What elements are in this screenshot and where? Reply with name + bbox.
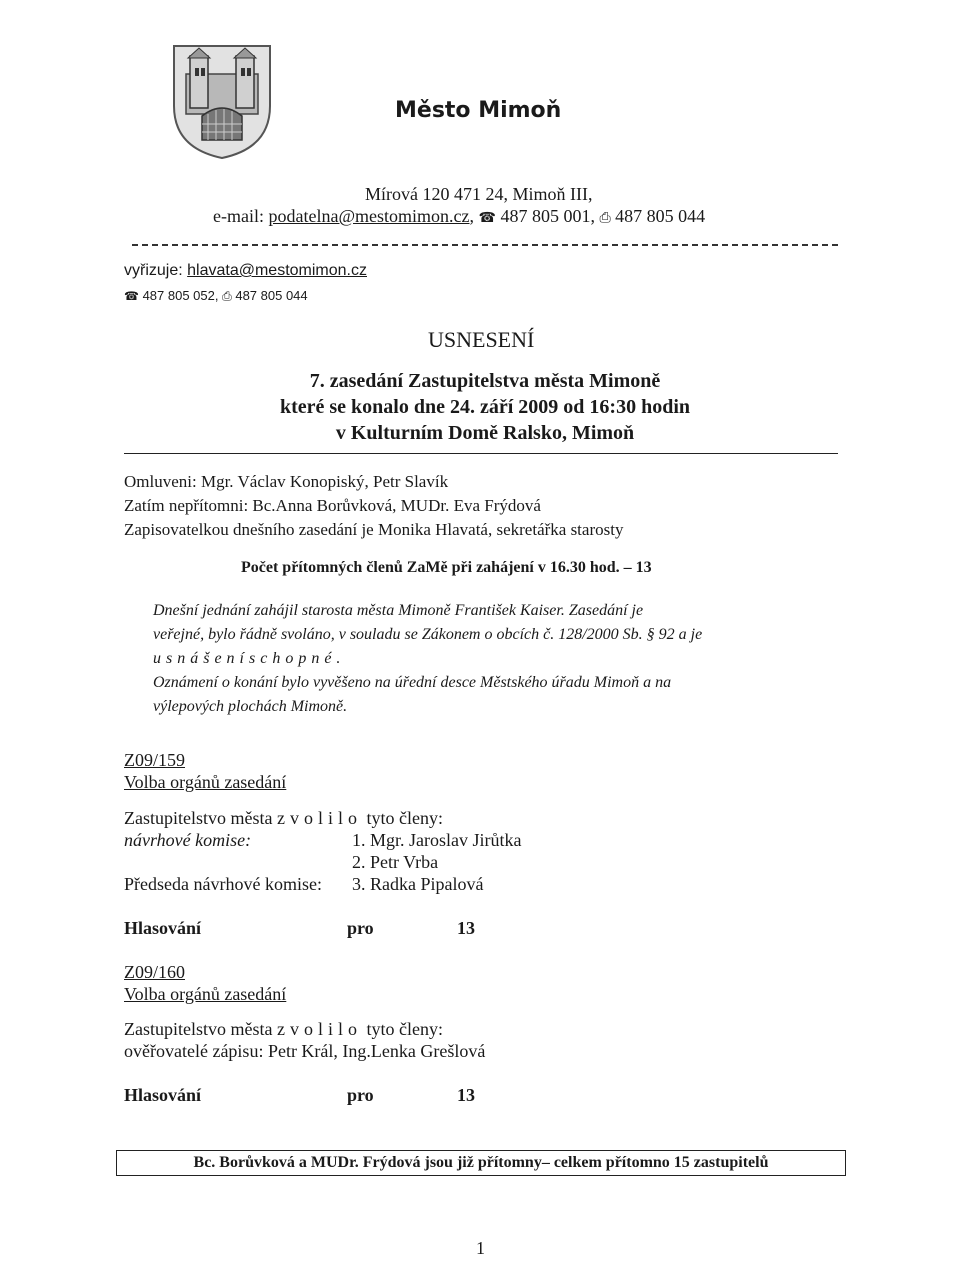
handled-by-fax: 487 805 044 (235, 288, 308, 303)
meeting-heading (220, 368, 750, 446)
statement-prefix: Zastupitelstvo města (124, 808, 273, 828)
committee-member-3: 3. Radka Pipalová (352, 874, 484, 894)
fax-icon: ⎙ (222, 289, 232, 303)
verifiers: ověřovatelé zápisu: Petr Král, Ing.Lenka Grešlová (124, 1041, 486, 1061)
town-name: Město Mimoň (395, 98, 562, 123)
phone-number: 487 805 001 (500, 206, 591, 226)
committee-member-2: 2. Petr Vrba (352, 852, 439, 872)
handled-by-email[interactable]: hlavata@mestomimon.cz (187, 262, 367, 279)
intro-line-5: výlepových plochách Mimoně. (153, 698, 348, 715)
chair-label: Předseda návrhové komise: (124, 874, 322, 894)
excused-members: Omluveni: Mgr. Václav Konopiský, Petr Slavík (124, 472, 449, 491)
handled-by-label: vyřizuje: (124, 262, 183, 279)
vote-count: 13 (457, 1085, 475, 1105)
vote-count: 13 (457, 918, 475, 938)
intro-line-2: veřejné, bylo řádně svoláno, v souladu se Zákonem o obcích č. 128/2000 Sb. § 92 a je (153, 626, 703, 643)
resolution-statement (124, 1019, 443, 1040)
dashed-divider (132, 244, 838, 246)
vote-label: Hlasování (124, 1085, 202, 1105)
handled-by-phone: 487 805 052, (142, 288, 219, 303)
resolution-subject: Volba orgánů zasedání (124, 984, 287, 1004)
document-title: USNESENÍ (428, 327, 535, 352)
vote-label: Hlasování (124, 918, 202, 938)
intro-line-4: Oznámení o konání bylo vyvěšeno na úřední desce Městského úřadu Mimoň a na (153, 674, 672, 691)
resolution-subject: Volba orgánů zasedání (124, 772, 287, 792)
intro-line-3: usnášeníschopné. (153, 650, 346, 667)
attendance-notice: Bc. Borůvková a MUDr. Frýdová jsou již přítomny– celkem přítomno 15 zastupitelů (116, 1150, 846, 1176)
handled-by-phones (124, 288, 308, 304)
email-link[interactable]: podatelna@mestomimon.cz (268, 206, 470, 226)
email-label: e-mail: (213, 206, 264, 226)
coat-of-arms-icon (172, 44, 272, 160)
statement-verb: zvolilo (276, 1019, 362, 1039)
page-number: 1 (476, 1238, 485, 1258)
committee-label: návrhové komise: (124, 830, 252, 850)
statement-verb: zvolilo (276, 808, 362, 828)
recorder: Zapisovatelkou dnešního zasedání je Monika Hlavatá, sekretářka starosty (124, 520, 624, 539)
vote-for: pro (347, 918, 374, 938)
contact-line: e-mail: podatelna@mestomimon.cz, ☎ 487 805 001, ⎙ 487 805 044 (213, 206, 706, 226)
heading-rule (124, 453, 838, 454)
fax-icon: ⎙ (599, 210, 611, 226)
statement-suffix: tyto členy: (366, 1019, 443, 1039)
statement-suffix: tyto členy: (366, 808, 443, 828)
phone-icon: ☎ (478, 210, 496, 226)
resolution-number: Z09/159 (124, 750, 185, 770)
vote-for: pro (347, 1085, 374, 1105)
resolution-statement (124, 808, 443, 829)
fax-number: 487 805 044 (615, 206, 706, 226)
meeting-line-1: 7. zasedání Zastupitelstva města Mimoně (309, 370, 661, 392)
committee-member-1: 1. Mgr. Jaroslav Jirůtka (352, 830, 522, 850)
phone-icon: ☎ (124, 289, 139, 303)
meeting-intro (153, 599, 823, 719)
attendance-count: Počet přítomných členů ZaMě při zahájení v 16.30 hod. – 13 (241, 559, 652, 576)
meeting-line-3: v Kulturním Domě Ralsko, Mimoň (335, 422, 635, 444)
statement-prefix: Zastupitelstvo města (124, 1019, 273, 1039)
address-line: Mírová 120 471 24, Mimoň III, (365, 184, 593, 204)
resolution-number: Z09/160 (124, 962, 185, 982)
meeting-line-2: které se konalo dne 24. září 2009 od 16:30 hodin (279, 396, 691, 418)
absent-members: Zatím nepřítomni: Bc.Anna Borůvková, MUDr. Eva Frýdová (124, 496, 541, 515)
intro-line-1: Dnešní jednání zahájil starosta města Mimoně František Kaiser. Zasedání je (153, 602, 644, 619)
handled-by (124, 262, 367, 280)
